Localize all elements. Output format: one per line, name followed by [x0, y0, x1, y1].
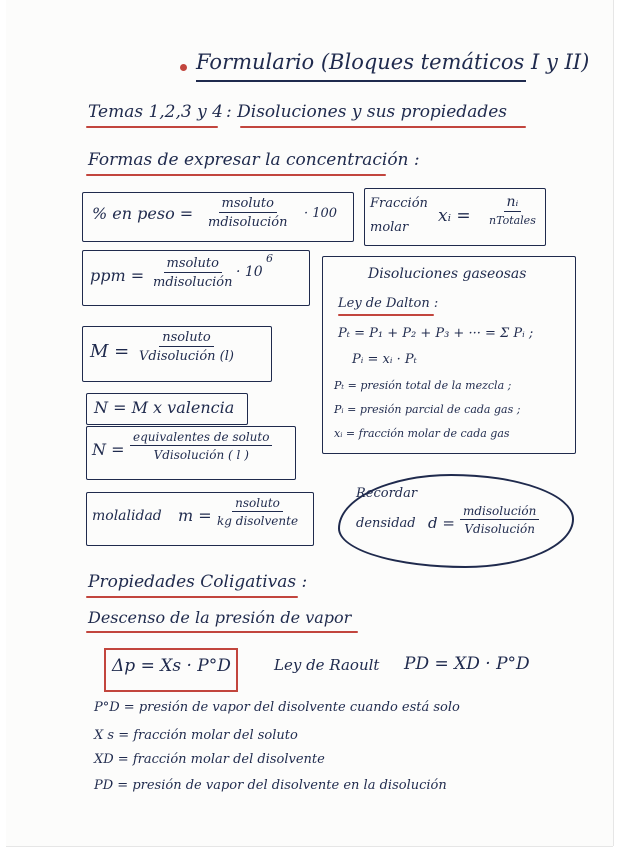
molarity-denominator: Vdisolución (l) — [139, 349, 234, 364]
ppm-label: ppm = — [90, 266, 145, 285]
normality-equiv-label: N = — [92, 440, 125, 459]
gases-law-underline — [338, 314, 434, 316]
colligative-subheading-underline — [86, 631, 358, 633]
red-bullet-icon — [180, 64, 187, 71]
colligative-def-4: PD = presión de vapor del disolvente en la disolución — [94, 778, 447, 793]
topics-label-underline — [86, 126, 218, 128]
molarity-fraction — [136, 330, 237, 364]
gases-def2: Pᵢ = presión parcial de cada gas ; — [334, 403, 521, 416]
molality-symbol: m = — [178, 506, 212, 525]
reminder-denominator: Vdisolución — [464, 522, 535, 536]
colligative-def-1: P°D = presión de vapor del disolvente cuando está solo — [94, 700, 460, 715]
reminder-numerator: mdisolución — [460, 504, 539, 520]
normality-valence-text: N = M x valencia — [94, 398, 235, 417]
reminder-fraction — [460, 504, 539, 536]
raoult-label: Ley de Raoult — [274, 656, 380, 674]
molar-fraction-fraction — [486, 194, 539, 227]
gases-def1: Pₜ = presión total de la mezcla ; — [334, 379, 512, 392]
molar-fraction-label-bottom: molar — [370, 220, 409, 235]
concentration-heading-underline — [86, 174, 386, 176]
gases-law: Ley de Dalton : — [338, 296, 439, 311]
reminder-text: densidad — [356, 516, 416, 531]
colligative-def-3: XD = fracción molar del disolvente — [94, 752, 325, 767]
topics-label: Temas 1,2,3 y 4 — [88, 102, 223, 122]
ppm-numerator: msoluto — [164, 256, 222, 273]
gases-heading: Disoluciones gaseosas — [368, 266, 527, 282]
percent-weight-label: % en peso = — [92, 204, 194, 223]
molality-numerator: nsoluto — [232, 496, 283, 512]
molarity-label: M = — [90, 341, 130, 362]
colligative-heading-underline — [86, 596, 298, 598]
reminder-label: Recordar — [356, 486, 418, 501]
molar-fraction-symbol: xᵢ = — [438, 206, 471, 226]
percent-weight-numerator: msoluto — [219, 196, 277, 213]
reminder-symbol: d = — [428, 514, 455, 532]
colligative-subheading: Descenso de la presión de vapor — [88, 608, 352, 627]
colligative-heading: Propiedades Coligativas : — [88, 572, 308, 592]
molar-fraction-numerator: nᵢ — [504, 194, 522, 212]
percent-weight-fraction — [205, 196, 290, 230]
ppm-factor: · 10 — [236, 264, 263, 280]
normality-equiv-numerator: equivalentes de soluto — [130, 430, 272, 446]
vapor-pressure-eq: Δp = Xs · P°D — [112, 656, 231, 676]
normality-equiv-fraction — [130, 430, 272, 462]
topics-subject: : Disoluciones y sus propiedades — [226, 102, 507, 122]
percent-weight-denominator: mdisolución — [208, 215, 288, 230]
gases-eq2: Pᵢ = xᵢ · Pₜ — [352, 352, 417, 367]
percent-weight-factor: · 100 — [304, 206, 338, 221]
topics-subject-underline — [240, 126, 526, 128]
ppm-fraction — [150, 256, 235, 290]
molality-denominator: kg disolvente — [217, 514, 299, 528]
molar-fraction-label-top: Fracción — [370, 196, 428, 211]
ppm-denominator: mdisolución — [153, 275, 233, 290]
colligative-def-2: X s = fracción molar del soluto — [94, 728, 298, 743]
concentration-heading: Formas de expresar la concentración : — [88, 150, 420, 170]
gases-eq1: Pₜ = P₁ + P₂ + P₃ + ··· = Σ Pᵢ ; — [338, 326, 534, 341]
page-title: Formulario (Bloques temáticos I y II) — [196, 50, 590, 74]
molality-fraction — [214, 496, 301, 528]
molar-fraction-denominator: nTotales — [489, 214, 536, 227]
gases-def3: xᵢ = fracción molar de cada gas — [334, 427, 510, 440]
title-underline — [196, 80, 526, 82]
molality-label: molalidad — [92, 508, 162, 524]
molarity-numerator: nsoluto — [159, 330, 213, 347]
normality-equiv-denominator: Vdisolución ( l ) — [153, 448, 249, 462]
ppm-exponent: 6 — [266, 252, 273, 265]
raoult-eq: PD = XD · P°D — [404, 654, 530, 674]
